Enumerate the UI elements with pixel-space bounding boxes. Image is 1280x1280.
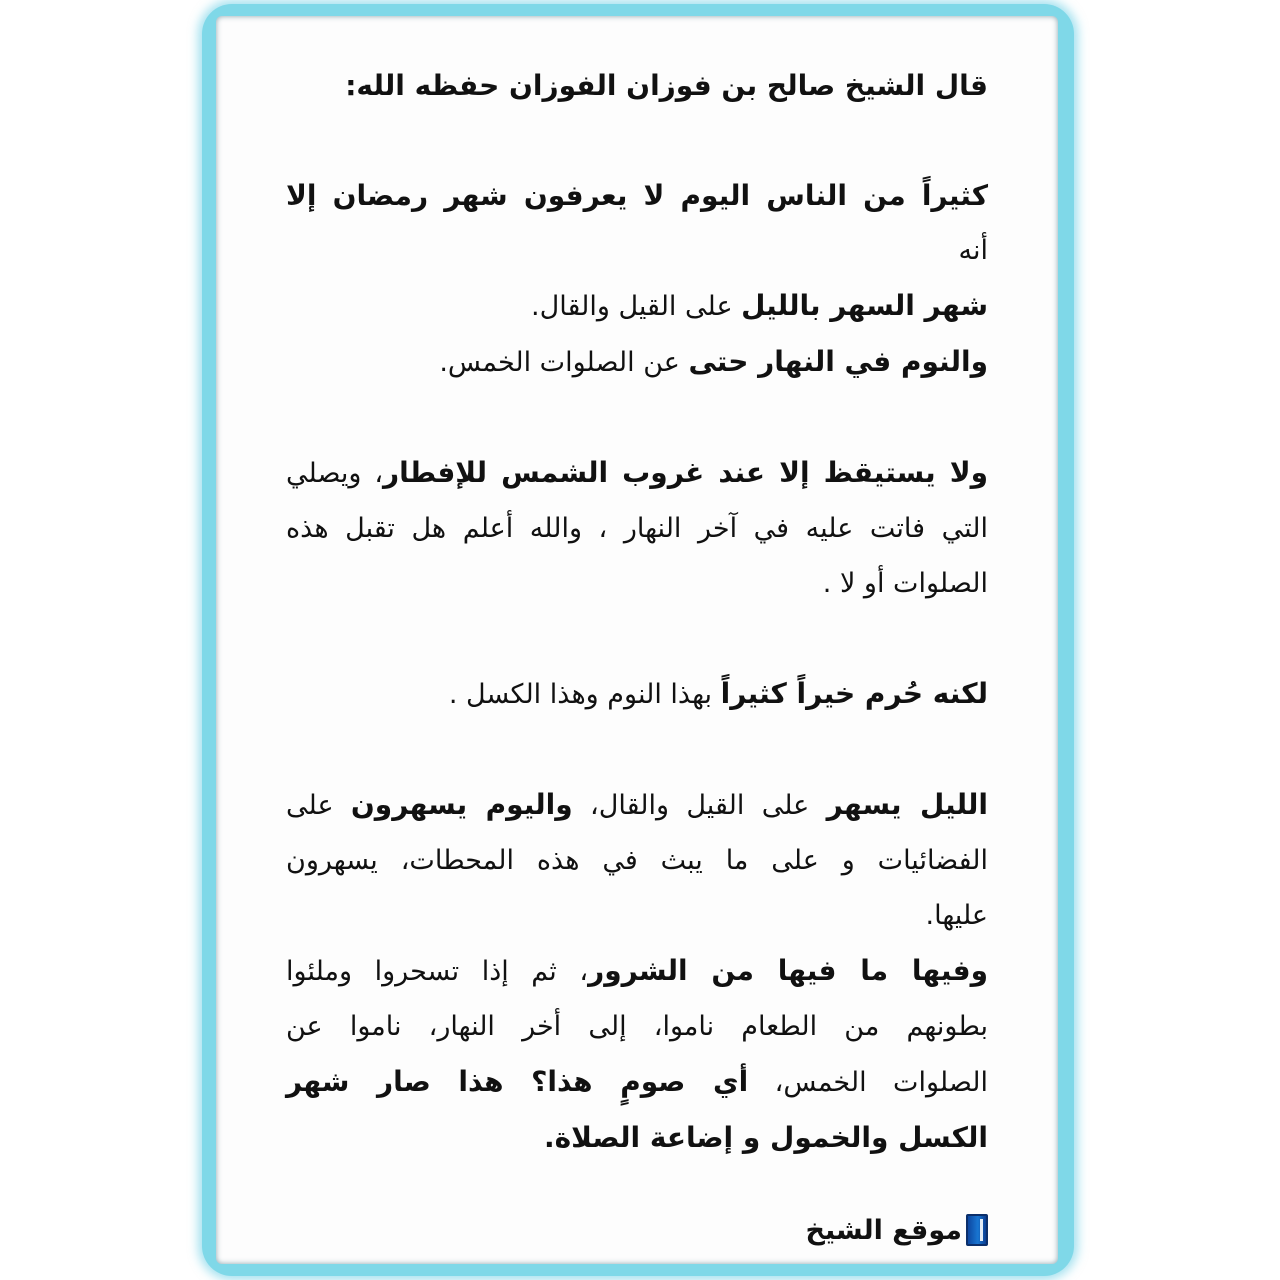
- plain-text: على القيل والقال.: [531, 291, 742, 322]
- paragraph-1-line-2: أنه: [958, 235, 988, 266]
- paragraph-4-line-1: [286, 777, 988, 833]
- emphasis: لكنه حُرم خيراً كثيراً: [720, 677, 988, 710]
- paragraph-4-line-3: عليها.: [925, 900, 988, 931]
- emphasis: أي صومٍ هذا؟ هذا صار شهر: [286, 1065, 749, 1098]
- emphasis: والنوم في النهار حتى: [688, 345, 988, 378]
- paragraph-2-line-2: التي فاتت عليه في آخر النهار ، والله أعلم هل تقبل هذه: [286, 513, 988, 544]
- spacer: [286, 390, 988, 445]
- plain-text: الصلوات الخمس،: [748, 1067, 988, 1098]
- emphasis: شهر السهر بالليل: [741, 289, 988, 322]
- site-credit: [700, 1206, 988, 1254]
- plain-text: ، ثم إذا تسحروا وملئوا: [286, 956, 589, 987]
- plain-text: عن الصلوات الخمس.: [439, 347, 689, 378]
- paragraph-1-line-3: [286, 278, 988, 334]
- article-heading: قال الشيخ صالح بن فوزان الفوزان حفظه الله:: [345, 69, 988, 102]
- paragraph-4-line-7: الكسل والخمول و إضاعة الصلاة.: [544, 1121, 988, 1154]
- paragraph-1-line-4: [286, 334, 988, 390]
- plain-text: ، ويصلي: [286, 458, 384, 489]
- site-credit-label: موقع الشيخ: [805, 1214, 962, 1246]
- spacer: [286, 611, 988, 666]
- paragraph-4-line-2: الفضائيات و على ما يبث في هذه المحطات، يسهرون: [286, 845, 988, 876]
- paragraph-3-line-1: [286, 666, 988, 722]
- spacer: [286, 113, 988, 168]
- emphasis: وفيها ما فيها من الشرور: [588, 954, 988, 987]
- spacer: [286, 722, 988, 777]
- emphasis: الليل يسهر: [826, 788, 988, 821]
- paragraph-1-line-1: كثيراً من الناس اليوم لا يعرفون شهر رمضان إلا: [286, 179, 988, 212]
- article-body: [286, 58, 988, 1165]
- paragraph-4-line-4: [286, 943, 988, 999]
- paragraph-4-line-6: [286, 1054, 988, 1110]
- paragraph-4-line-5: بطونهم من الطعام ناموا، إلى أخر النهار، ناموا عن: [286, 1011, 988, 1042]
- plain-text: على: [286, 790, 351, 821]
- paragraph-2-line-1: [286, 445, 988, 501]
- blue-book-icon: [966, 1214, 988, 1246]
- emphasis: واليوم يسهرون: [350, 788, 573, 821]
- emphasis: ولا يستيقظ إلا عند غروب الشمس للإفطار: [383, 456, 988, 489]
- plain-text: بهذا النوم وهذا الكسل .: [448, 679, 721, 710]
- plain-text: على القيل والقال،: [572, 790, 827, 821]
- paragraph-2-line-3: الصلوات أو لا .: [822, 568, 988, 599]
